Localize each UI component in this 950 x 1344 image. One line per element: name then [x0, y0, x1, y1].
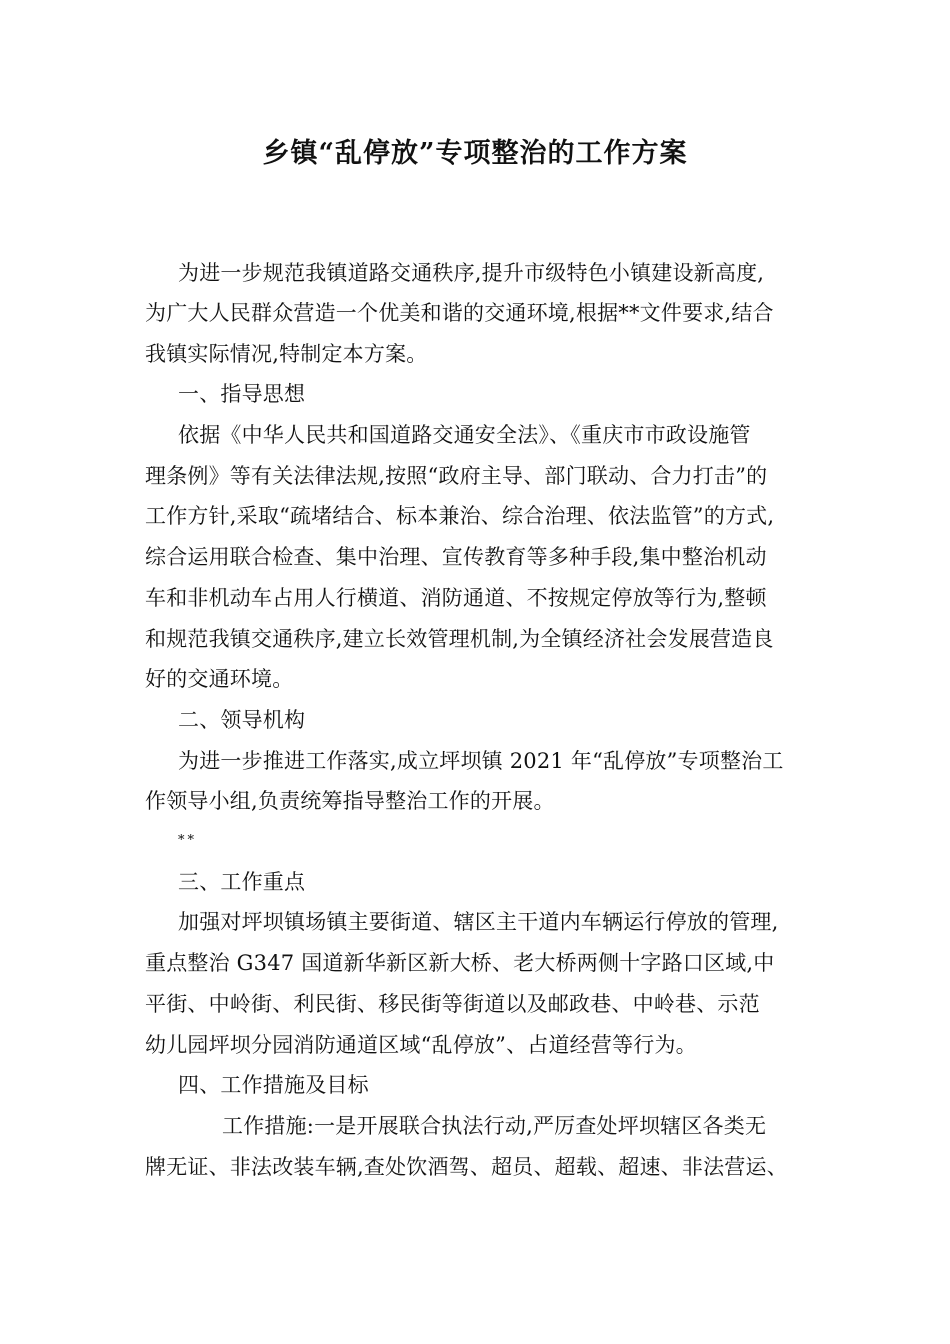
paragraph-line: 为进一步推进工作落实,成立坪坝镇 2021 年“乱停放”专项整治工 [178, 749, 784, 773]
section-heading: 二、领导机构 [178, 708, 306, 732]
paragraph-line: 我镇实际情况,特制定本方案。 [145, 342, 428, 366]
paragraph-line: 牌无证、非法改装车辆,查处饮酒驾、超员、超载、超速、非法营运、 [145, 1155, 788, 1179]
paragraph-line: 为进一步规范我镇道路交通秩序,提升市级特色小镇建设新高度, [178, 261, 765, 285]
paragraph-line: 加强对坪坝镇场镇主要街道、辖区主干道内车辆运行停放的管理, [178, 910, 779, 934]
paragraph-line: 好的交通环境。 [145, 667, 294, 691]
section-heading: 三、工作重点 [178, 870, 306, 894]
section-heading: 四、工作措施及目标 [178, 1073, 369, 1097]
placeholder-stars: ** [178, 833, 197, 848]
section-heading: 一、指导思想 [178, 382, 306, 406]
document-title: 乡镇“乱停放”专项整治的工作方案 [262, 138, 688, 169]
paragraph-line: 平街、中岭街、利民街、移民街等街道以及邮政巷、中岭巷、示范 [145, 992, 760, 1016]
paragraph-line: 幼儿园坪坝分园消防通道区域“乱停放”、占道经营等行为。 [145, 1033, 697, 1057]
paragraph-line: 重点整治 G347 国道新华新区新大桥、老大桥两侧十字路口区域,中 [145, 951, 775, 975]
paragraph-line: 工作措施:一是开展联合执法行动,严厉查处坪坝辖区各类无 [222, 1114, 767, 1138]
paragraph-line: 理条例》等有关法律法规,按照“政府主导、部门联动、合力打击”的 [145, 464, 768, 488]
paragraph-line: 综合运用联合检查、集中治理、宣传教育等多种手段,集中整治机动 [145, 545, 767, 569]
paragraph-line: 工作方针,采取“疏堵结合、标本兼治、综合治理、依法监管”的方式, [145, 504, 775, 528]
paragraph-line: 依据《中华人民共和国道路交通安全法》、《重庆市市政设施管 [178, 423, 751, 447]
paragraph-line: 为广大人民群众营造一个优美和谐的交通环境,根据**文件要求,结合 [145, 301, 774, 325]
paragraph-line: 作领导小组,负责统筹指导整治工作的开展。 [145, 789, 555, 813]
paragraph-line: 车和非机动车占用人行横道、消防通道、不按规定停放等行为,整顿 [145, 586, 767, 610]
paragraph-line: 和规范我镇交通秩序,建立长效管理机制,为全镇经济社会发展营造良 [145, 627, 774, 651]
